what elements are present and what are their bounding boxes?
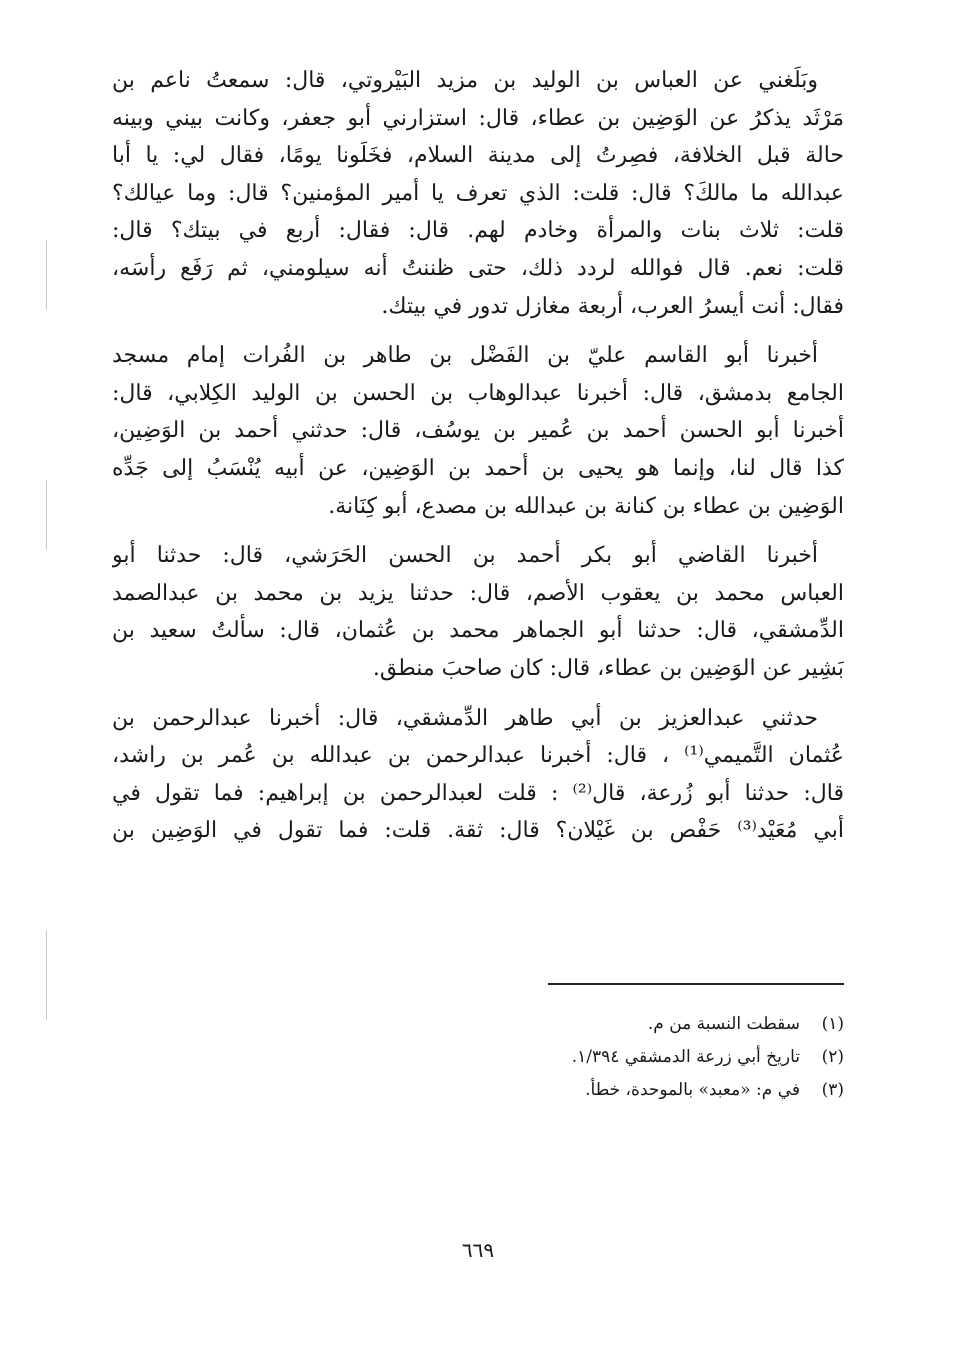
text-line: أخبرنا القاضي أبو بكر أحمد بن الحسن الحَرَشي، قال: حدثنا أبو [112, 543, 818, 569]
text-line: وبَلَغني عن العباس بن الوليد بن مزيد البَيْروتي، قال: سمعتُ ناعم بن [112, 68, 818, 93]
footnote-text: في م: «معبد» بالموحدة، خطأ. [585, 1080, 800, 1100]
text-line: الدِّمشقي، قال: حدثنا أبو الجماهر محمد بن عُثمان، قال: سألتُ سعيد بن [112, 618, 844, 644]
paragraph-4 [112, 700, 844, 850]
text-line: قلت: ثلاث بنات والمرأة وخادم لهم. قال: فقال: أربع في بيتك؟ قال: [112, 218, 844, 244]
footnote-1 [112, 1008, 844, 1041]
text-line: كذا قال لنا، وإنما هو يحيى بن أحمد بن الوَضِين، عن أبيه يُنْسَبُ إلى جَدِّه [112, 455, 844, 481]
text-line: قال: حدثنا أبو زُرعة، قال⁽²⁾ : قلت لعبدالرحمن بن إبراهيم: فما تقول في [112, 780, 844, 806]
text-line: عبدالله ما مالكَ؟ قال: قلت: الذي تعرف يا أمير المؤمنين؟ قال: وما عيالك؟ [112, 180, 844, 206]
text-line: مَرْثَد يذكرُ عن الوَضِين بن عطاء، قال: استزارني أبو جعفر، وكانت بيني وبينه [112, 105, 844, 131]
footnote-number: (١) [821, 1014, 844, 1034]
scan-margin-line [46, 480, 47, 550]
text-line: حالة قبل الخلافة، فصِرتُ إلى مدينة السلام، فخَلَونا يومًا، فقال لي: يا أبا [112, 143, 844, 169]
page-number: ٦٦٩ [461, 1238, 495, 1262]
text-line: أبي مُعَيْد⁽³⁾ حَفْص بن غَيْلان؟ قال: ثقة. قلت: فما تقول في الوَضِين بن [112, 818, 844, 844]
footnote-number: (٣) [821, 1080, 844, 1100]
footnote-divider [548, 983, 844, 985]
text-line: أخبرنا أبو القاسم عليّ بن الفَضْل بن طاهر بن الفُرات إمام مسجد [112, 343, 819, 369]
scan-margin-line [46, 930, 47, 1020]
text-line: حدثني عبدالعزيز بن أبي طاهر الدِّمشقي، قال: أخبرنا عبدالرحمن بن [112, 705, 818, 731]
paragraph-2 [112, 337, 844, 525]
paragraph-1 [112, 62, 844, 325]
text-line: العباس محمد بن يعقوب الأصم، قال: حدثنا يزيد بن محمد بن عبدالصمد [112, 580, 844, 606]
text-line: قلت: نعم. قال فوالله لردد ذلك، حتى ظننتُ أنه سيلومني، ثم رَفَع رأسَه، [112, 255, 844, 281]
footnote-2 [112, 1041, 844, 1074]
body-text [112, 62, 844, 862]
scan-margin-line [46, 240, 47, 310]
footnote-text: تاريخ أبي زرعة الدمشقي ١/٣٩٤. [571, 1047, 800, 1067]
footnote-number: (٢) [821, 1047, 844, 1067]
footnote-text: سقطت النسبة من م. [647, 1014, 800, 1034]
text-line: عُثمان التَّميمي⁽¹⁾ ، قال: أخبرنا عبدالرحمن بن عبدالله بن عُمر بن راشد، [112, 743, 844, 769]
text-line: فقال: أنت أيسرُ العرب، أربعة مغازل تدور في بيتك. [381, 293, 844, 319]
text-line: بَشِير عن الوَضِين بن عطاء، قال: كان صاحبَ منطق. [372, 655, 844, 681]
footnotes [112, 1008, 844, 1107]
footnote-3 [112, 1074, 844, 1107]
text-line: الوَضِين بن عطاء بن كنانة بن عبدالله بن مصدع، أبو كِنَانة. [328, 493, 844, 519]
text-line: أخبرنا أبو الحسن أحمد بن عُمير بن يوسُف، قال: حدثني أحمد بن الوَضِين، [112, 418, 844, 444]
text-line: الجامع بدمشق، قال: أخبرنا عبدالوهاب بن الحسن بن الوليد الكِلابي، قال: [112, 380, 844, 406]
paragraph-3 [112, 537, 844, 687]
